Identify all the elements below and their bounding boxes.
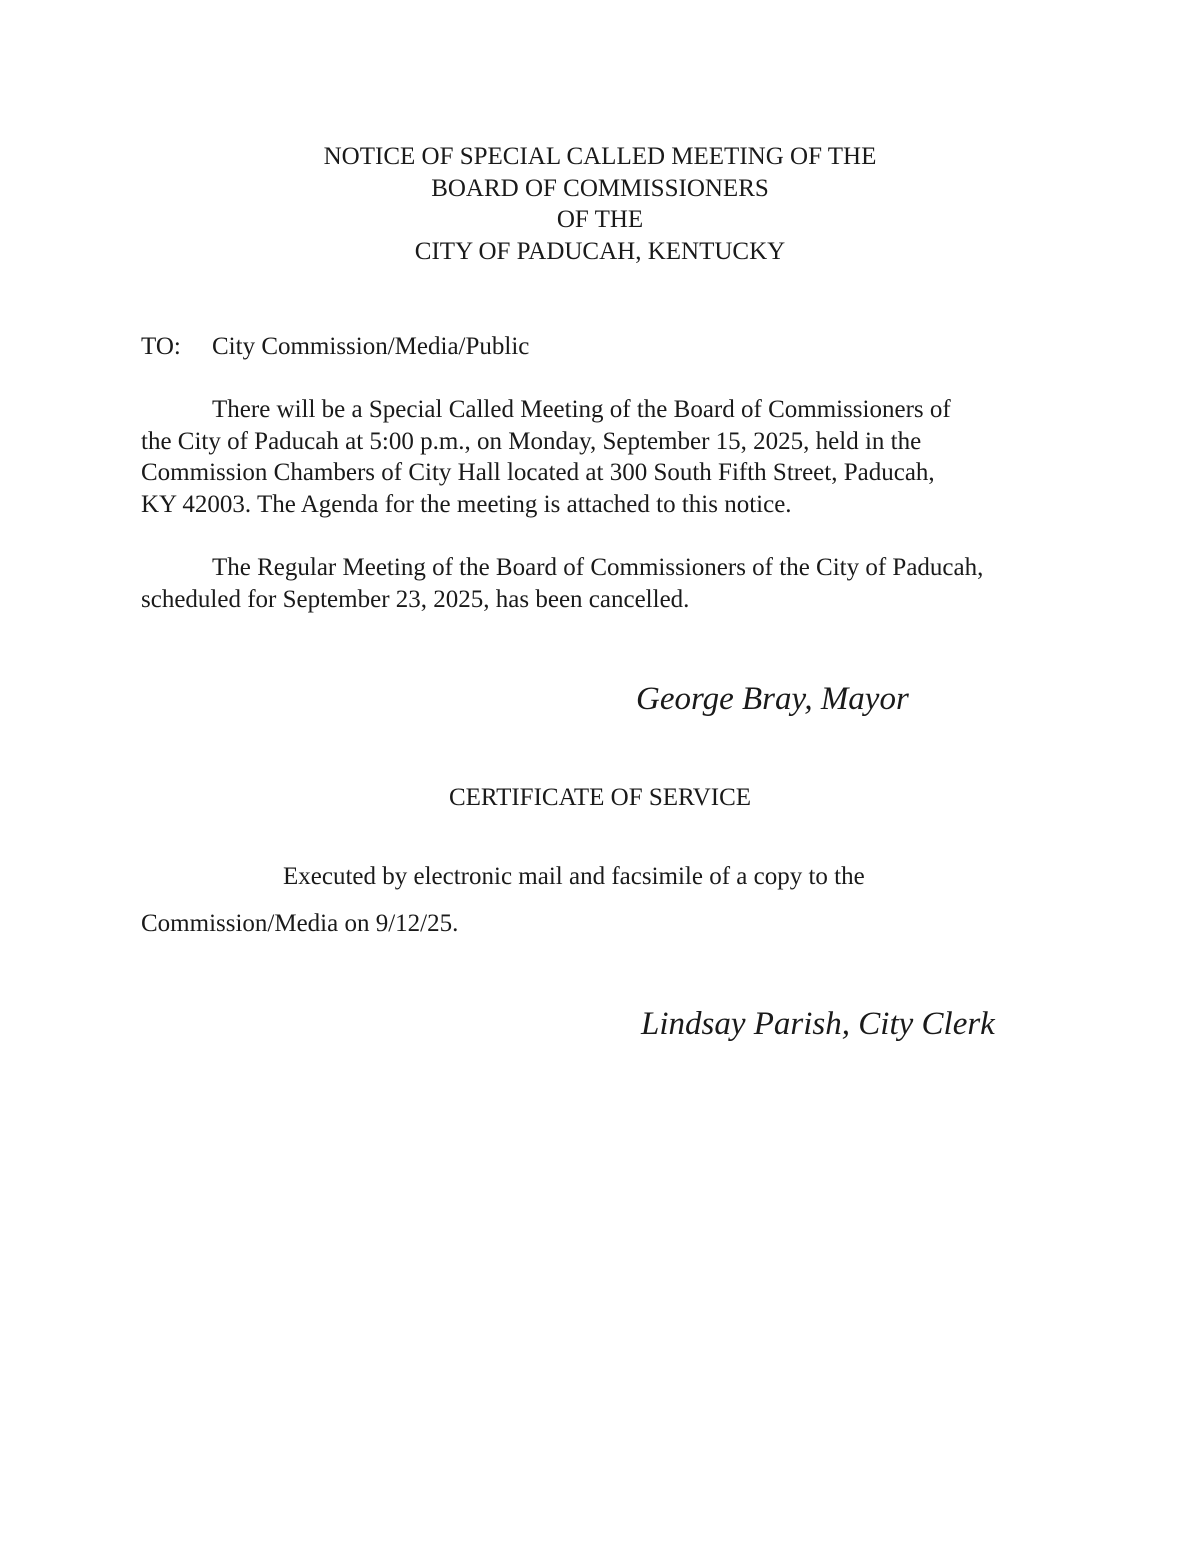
certificate-heading: CERTIFICATE OF SERVICE <box>448 784 752 811</box>
paragraph-line: scheduled for September 23, 2025, has been cancelled. <box>141 585 690 613</box>
paragraph-line: the City of Paducah at 5:00 p.m., on Monday, September 15, 2025, held in the <box>141 427 922 455</box>
meeting-paragraph <box>141 394 1061 520</box>
title-line: NOTICE OF SPECIAL CALLED MEETING OF THE <box>323 143 877 170</box>
title-line: OF THE <box>556 206 644 233</box>
title-line: CITY OF PADUCAH, KENTUCKY <box>414 237 786 265</box>
clerk-signature: Lindsay Parish, City Clerk <box>641 1006 995 1042</box>
recipient-label: TO: <box>141 333 181 360</box>
paragraph-line: KY 42003. The Agenda for the meeting is attached to this notice. <box>141 490 792 518</box>
certificate-text: Executed by electronic mail and facsimile of a copy to the <box>283 863 865 890</box>
recipient-value: City Commission/Media/Public <box>212 333 530 360</box>
recipient-line <box>141 331 529 363</box>
paragraph-line: Commission Chambers of City Hall located at 300 South Fifth Street, Paducah, <box>141 459 935 486</box>
certificate-text: Commission/Media on 9/12/25. <box>141 910 459 937</box>
notice-title <box>0 141 1200 267</box>
title-line: BOARD OF COMMISSIONERS <box>431 174 769 202</box>
cancellation-paragraph <box>141 552 1061 615</box>
mayor-signature: George Bray, Mayor <box>636 681 909 717</box>
paragraph-line: The Regular Meeting of the Board of Commissioners of the City of Paducah, <box>212 554 984 581</box>
paragraph-line: There will be a Special Called Meeting of the Board of Commissioners of <box>212 396 951 423</box>
